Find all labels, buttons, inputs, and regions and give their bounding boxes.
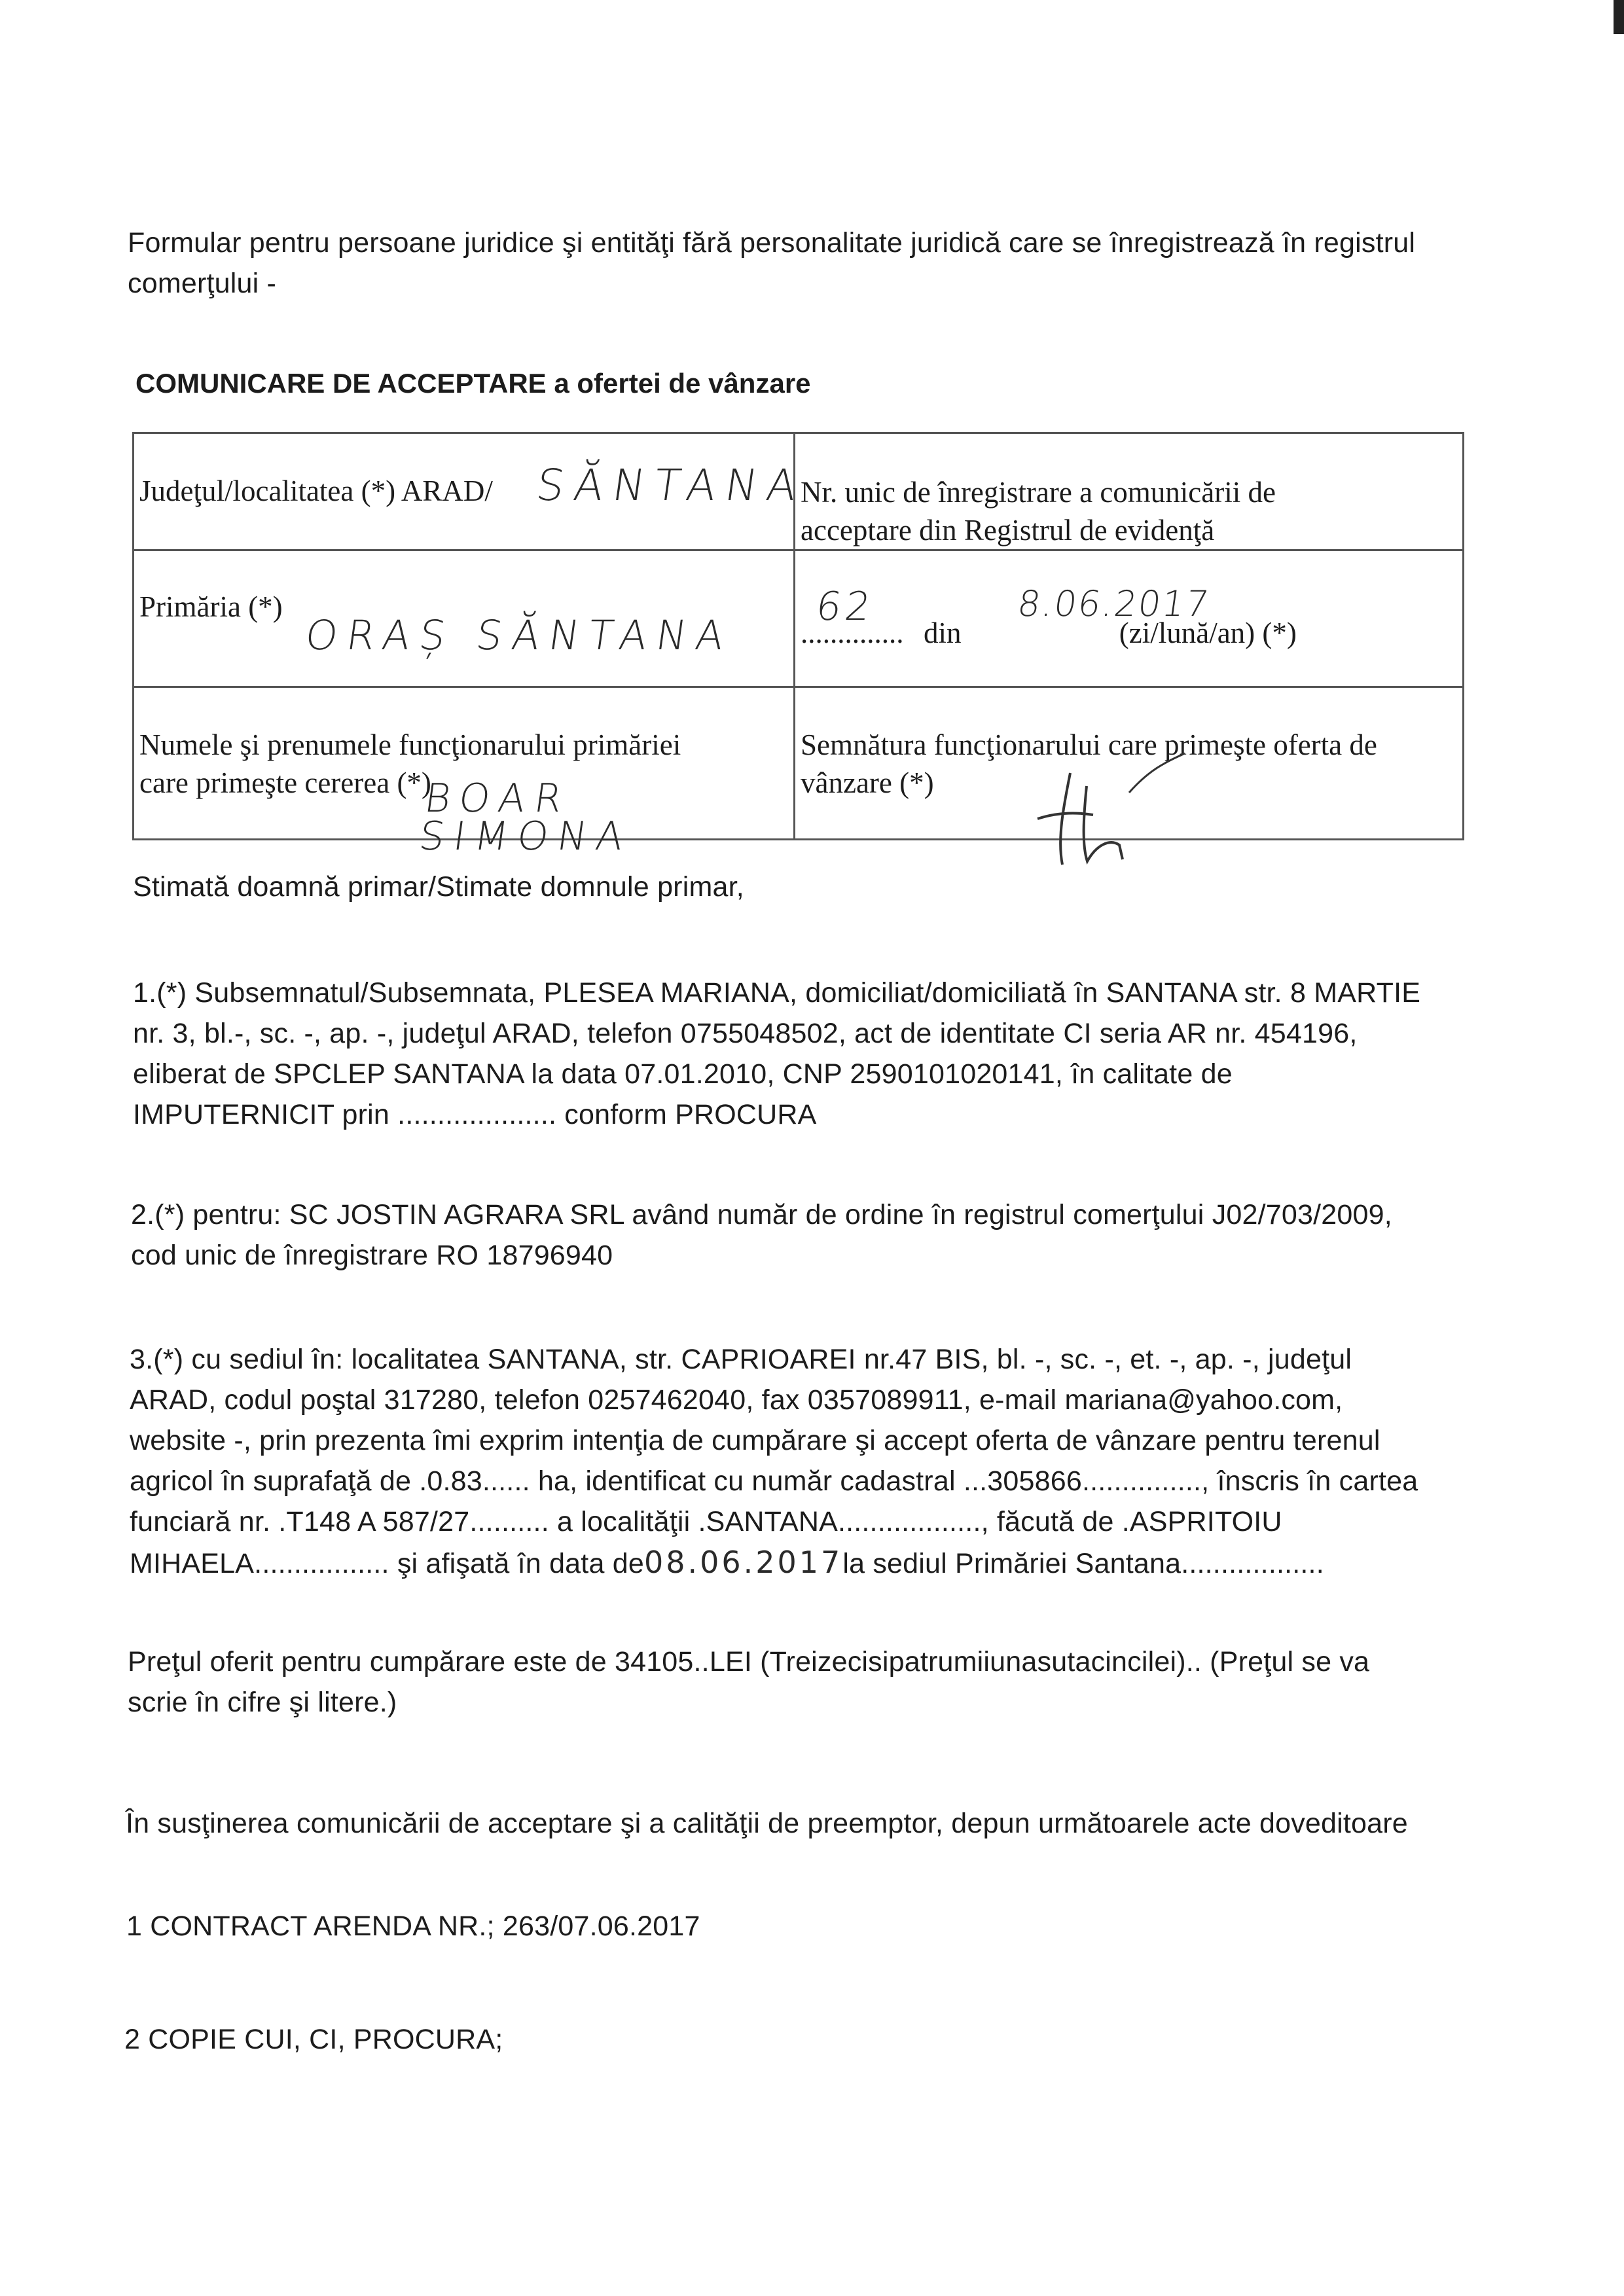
document-title: COMUNICARE DE ACCEPTARE a ofertei de vânzare [135,368,811,399]
section-2-line: cod unic de înregistrare RO 18796940 [131,1240,613,1271]
registration-table [132,432,1464,859]
display-date-location: la sediul Primăriei Santana.................. [842,1548,1324,1579]
semnatura-cell [795,687,1464,840]
support-statement: În susţinerea comunicării de acceptare şi a calităţii de preemptor, depun următoarele acte doveditoare [126,1808,1408,1839]
price-line: Preţul oferit pentru cumpărare este de 34105..LEI (Treizecisipatrumiiunasutacincilei).. (Preţul se va [128,1646,1370,1677]
semnatura-label-line: Semnătura funcţionarului care primeşte oferta de [801,728,1377,761]
date-handwritten-value: 8.06.2017 [1015,583,1213,624]
section-1 [133,973,1468,1135]
nr-date-cell [795,550,1464,687]
form-header-line: comerţului - [128,268,277,299]
section-2 [131,1194,1466,1276]
functionar-label-line: care primeşte cererea (*) [139,766,431,799]
section-1-line: IMPUTERNICIT prin .................... conform PROCURA [133,1099,817,1130]
section-3-line [130,1542,1465,1584]
section-3-line: website -, prin prezenta îmi exprim intenţia de cumpărare şi accept oferta de vânzare pentru terenul [130,1425,1380,1456]
din-label: din [924,617,962,649]
form-header [128,223,1463,304]
salutation: Stimată doamnă primar/Stimate domnule primar, [133,871,744,903]
section-1-line: eliberat de SPCLEP SANTANA la data 07.01.2010, CNP 2590101020141, în calitate de [133,1058,1233,1090]
scan-edge-mark [1614,0,1624,34]
primaria-cell [134,550,795,687]
form-header-line: Formular pentru persoane juridice şi entităţi fără personalitate juridică care se înregistrează în registrul [128,227,1416,259]
judet-cell [134,433,809,550]
signature-mark [1031,747,1201,871]
price-statement [128,1641,1463,1723]
nr-dots: .............. [801,617,904,649]
nr-unic-cell [795,433,1464,550]
section-3-line: 3.(*) cu sediul în: localitatea SANTANA, str. CAPRIOAREI nr.47 BIS, bl. -, sc. -, et. -, ap. -, judeţul [130,1344,1352,1375]
section-3-line: agricol în suprafaţă de .0.83...... ha, identificat cu număr cadastral ...305866..............., înscris în cartea [130,1465,1418,1497]
functionar-handwritten-value: BOAR SIMONA [416,776,636,859]
display-date-label: MIHAELA................. şi afişată în data de [130,1548,644,1579]
section-3-line: ARAD, codul poştal 317280, telefon 0257462040, fax 0357089911, e-mail mariana@yahoo.com, [130,1384,1343,1416]
date-suffix: (zi/lună/an) (*) [1119,617,1297,649]
primaria-label: Primăria (*) [139,590,283,623]
nr-unic-label-line: acceptare din Registrul de evidenţă [801,514,1215,547]
judet-label: Judeţul/localitatea (*) ARAD/ [139,475,493,507]
price-line: scrie în cifre şi litere.) [128,1687,397,1718]
display-date-handwritten: 08.06.2017 [643,1545,843,1580]
primaria-handwritten-value: ORAȘ SĂNTANA [302,611,736,659]
document-item-1: 1 CONTRACT ARENDA NR.; 263/07.06.2017 [126,1910,700,1942]
section-1-line: 1.(*) Subsemnatul/Subsemnata, PLESEA MARIANA, domiciliat/domiciliată în SANTANA str. 8 MARTIE [133,977,1421,1009]
judet-handwritten-value: SĂNTANA [533,460,809,511]
section-1-line: nr. 3, bl.-, sc. -, ap. -, judeţul ARAD, telefon 0755048502, act de identitate CI seria AR nr. 454196, [133,1018,1358,1049]
section-3 [130,1339,1465,1584]
nr-handwritten-value: 62 [813,584,878,630]
section-2-line: 2.(*) pentru: SC JOSTIN AGRARA SRL având număr de ordine în registrul comerţului J02/703/2009, [131,1199,1392,1230]
semnatura-label-line: vânzare (*) [801,766,934,799]
functionar-label-line: Numele şi prenumele funcţionarului primăriei [139,728,681,761]
nr-unic-label-line: Nr. unic de înregistrare a comunicării de [801,476,1276,509]
document-item-2: 2 COPIE CUI, CI, PROCURA; [124,2024,503,2055]
functionar-cell [134,687,795,859]
section-3-line: funciară nr. .T148 A 587/27.......... a localităţii .SANTANA.................., făcută de .ASPRITOIU [130,1506,1282,1537]
